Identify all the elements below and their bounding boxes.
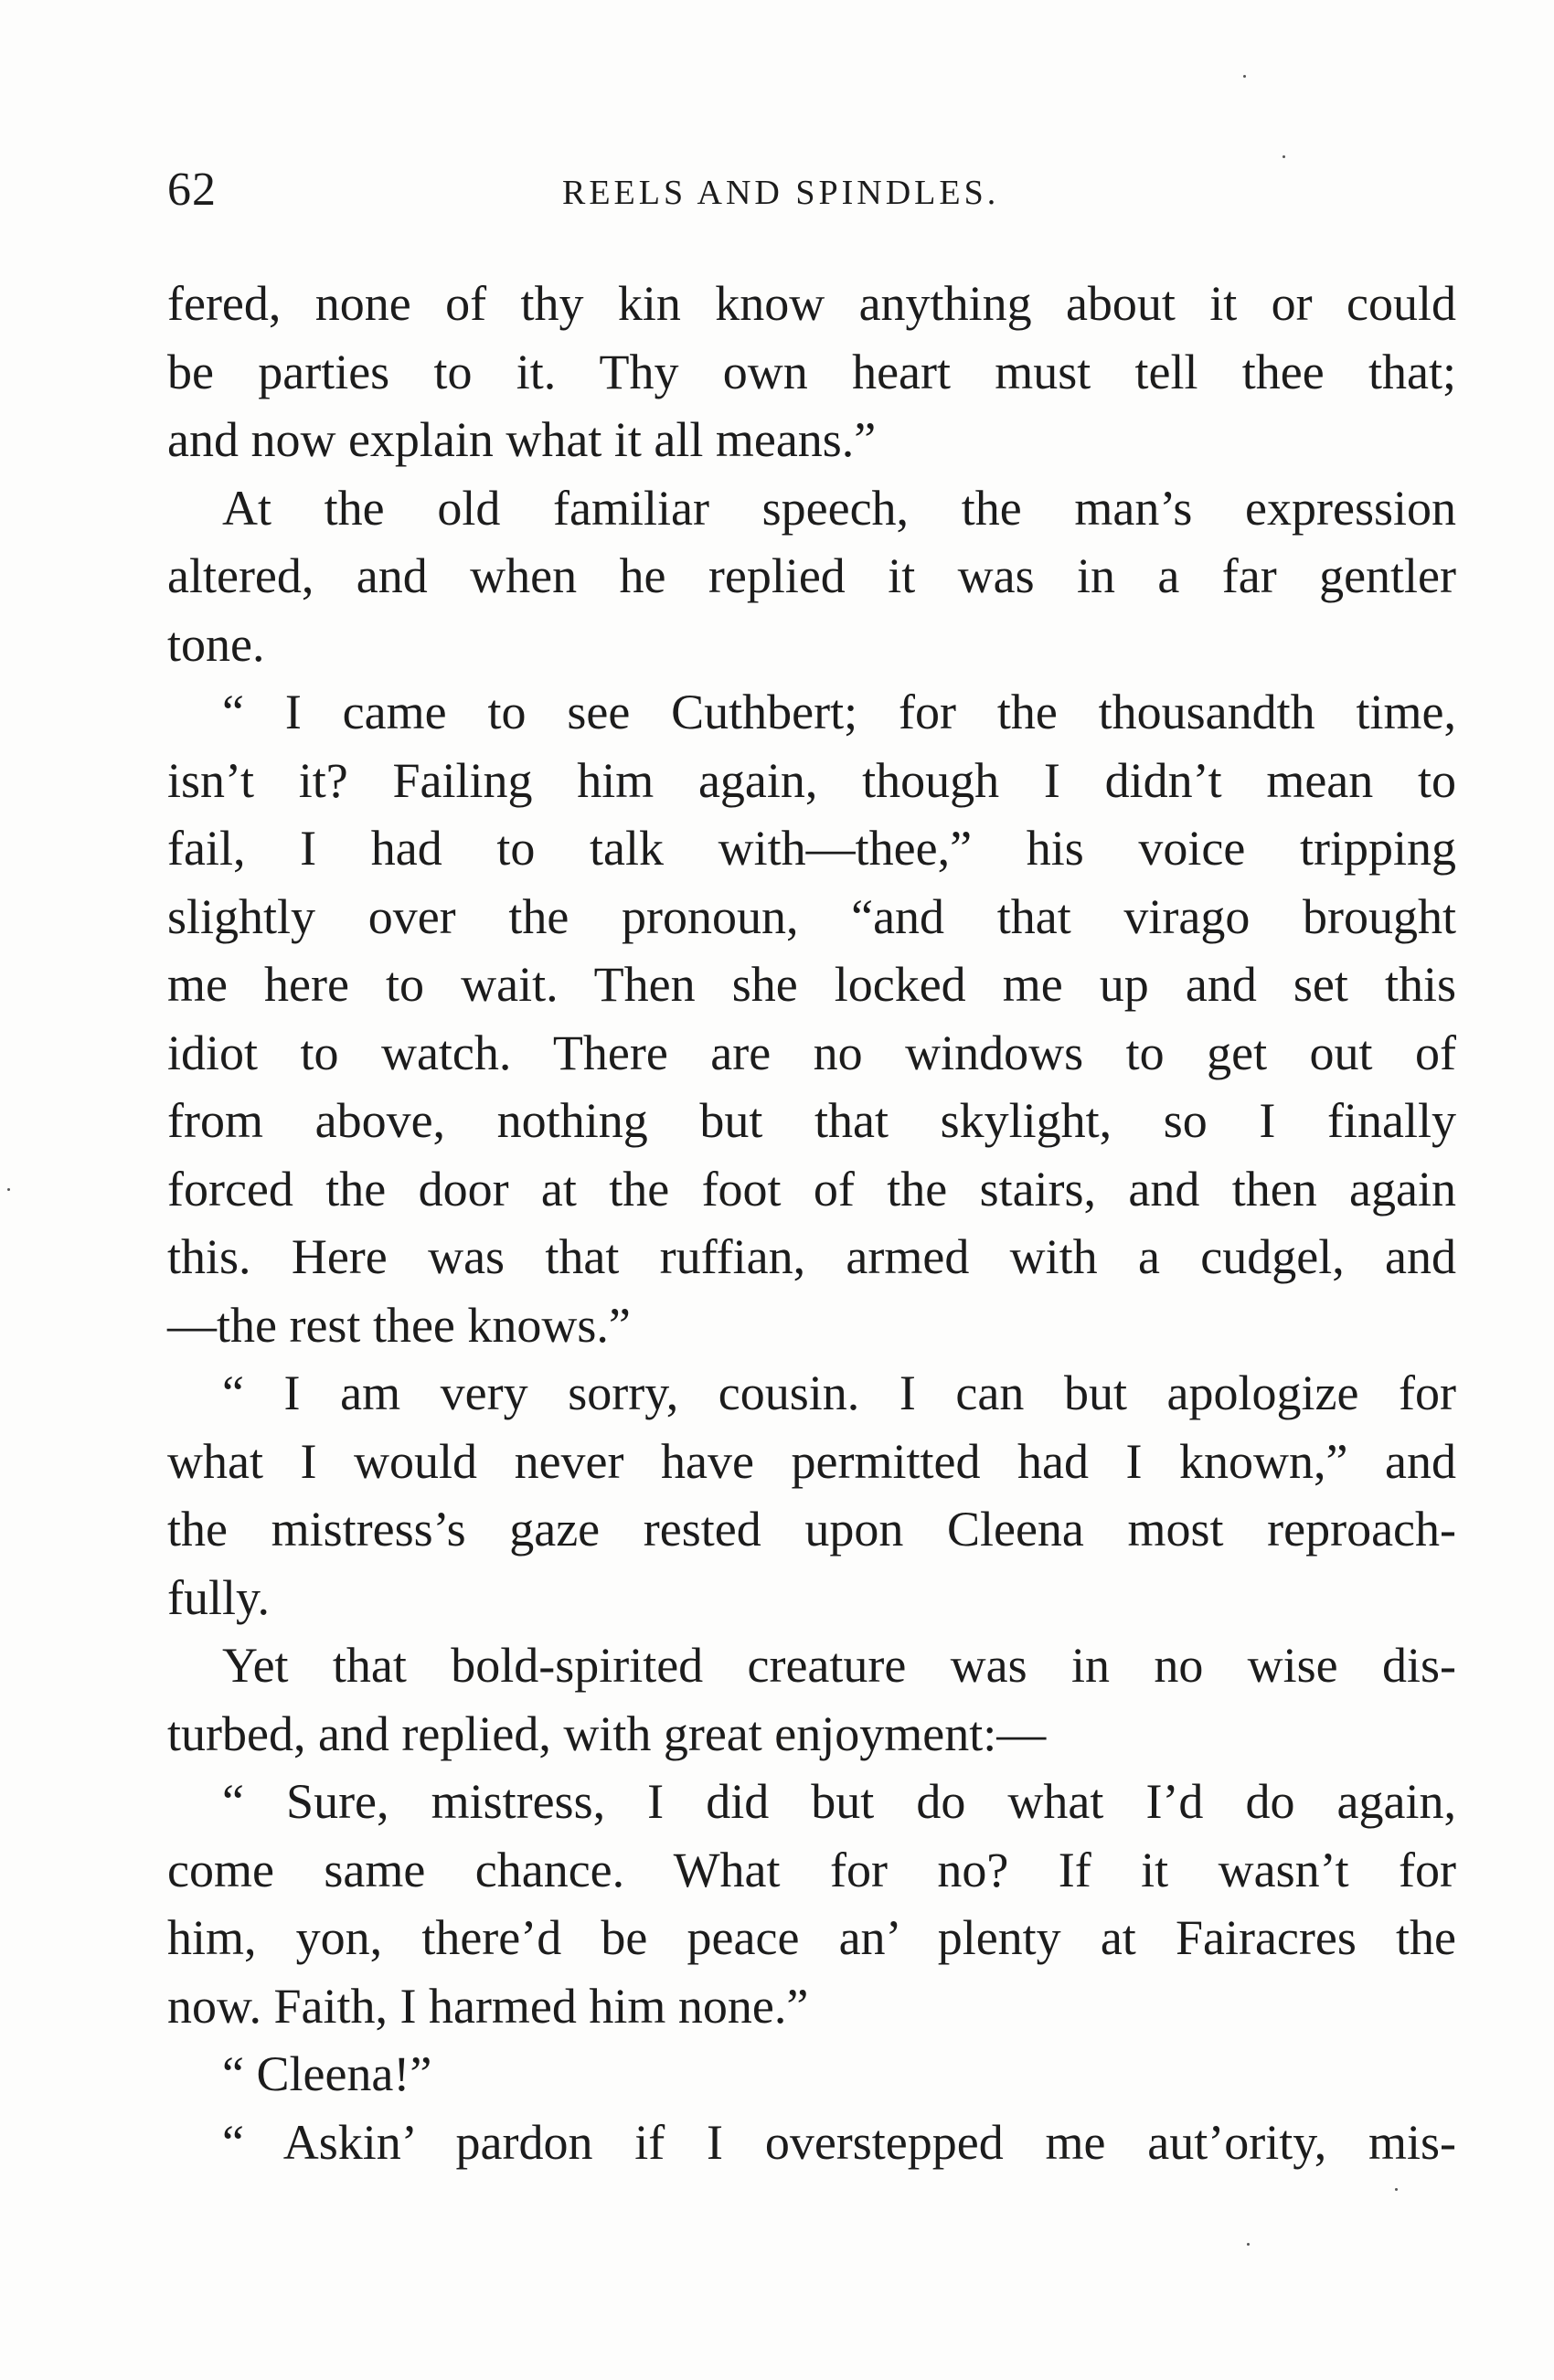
print-speck [7, 1188, 10, 1191]
text-line: what I would never have permitted had I known,” and [167, 1433, 1456, 1489]
print-speck [1283, 155, 1285, 158]
text-line: me here to wait. Then she locked me up and set this [167, 957, 1456, 1012]
text-line: from above, nothing but that skylight, so I finally [167, 1093, 1456, 1148]
print-speck [1247, 2243, 1250, 2246]
print-speck [1395, 2188, 1398, 2191]
text-line: altered, and when he replied it was in a far gentler [167, 548, 1456, 603]
text-line: “ Sure, mistress, I did but do what I’d do again, [222, 1774, 1456, 1829]
text-line: “ I am very sorry, cousin. I can but apologize for [222, 1365, 1456, 1420]
text-line: “ Askin’ pardon if I overstepped me aut’ority, mis- [222, 2114, 1456, 2170]
text-line: the mistress’s gaze rested upon Cleena most reproach- [167, 1502, 1456, 1557]
text-line: idiot to watch. There are no windows to get out of [167, 1025, 1456, 1080]
print-speck [1243, 75, 1246, 78]
text-line: —the rest thee knows.” [167, 1297, 631, 1353]
running-head: REELS AND SPINDLES. [562, 174, 1000, 212]
text-line: turbed, and replied, with great enjoyment:— [167, 1705, 1047, 1761]
text-line: tone. [167, 616, 265, 672]
body-text [167, 270, 1456, 2176]
text-line: forced the door at the foot of the stairs, and then again [167, 1161, 1456, 1217]
text-line: “ I came to see Cuthbert; for the thousandth time, [222, 685, 1456, 739]
text-line: isn’t it? Failing him again, though I didn’t mean to [167, 752, 1456, 808]
page-number: 62 [167, 164, 217, 216]
page-header [167, 163, 1447, 227]
text-line: “ Cleena!” [222, 2046, 432, 2101]
text-line: fully. [167, 1569, 270, 1625]
text-line: this. Here was that ruffian, armed with a cudgel, and [167, 1229, 1456, 1284]
text-line: be parties to it. Thy own heart must tell thee that; [167, 344, 1456, 399]
text-line: now. Faith, I harmed him none.” [167, 1978, 809, 2034]
text-line: fail, I had to talk with—thee,” his voice tripping [167, 821, 1456, 876]
text-line: him, yon, there’d be peace an’ plenty at Fairacres the [167, 1910, 1456, 1965]
text-line: At the old familiar speech, the man’s expression [222, 480, 1456, 536]
text-line: come same chance. What for no? If it wasn’t for [167, 1842, 1456, 1897]
text-line: fered, none of thy kin know anything about it or could [167, 276, 1456, 331]
text-line: and now explain what it all means.” [167, 412, 877, 467]
text-line: Yet that bold-spirited creature was in no wise dis- [222, 1638, 1456, 1693]
text-line: slightly over the pronoun, “and that virago brought [167, 888, 1456, 944]
